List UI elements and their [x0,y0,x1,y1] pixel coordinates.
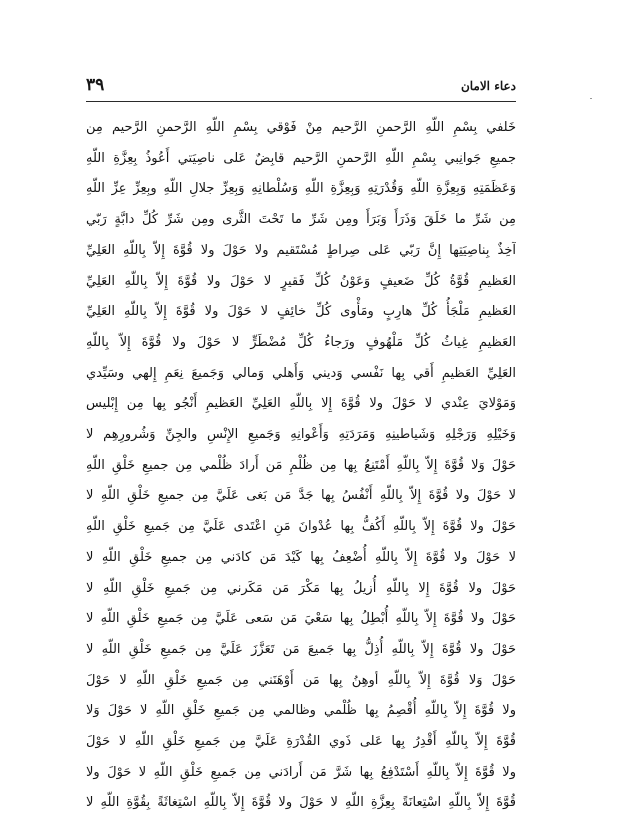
margin-mark [590,98,592,99]
text-line: قُوَّةَ إِلاّ بِاللّهِ أَقْدِرُ بِها عَلى ذَوي القُدْرَةِ عَلَيَّ مِن جَميعِ خَلْقِ اللّهِ لا حَوْلَ [86,734,516,749]
text-line: لا حَوْلَ ولا قُوَّةَ إِلاّ بِاللّهِ أُضْعِفُ بِها كَيْدَ مَن كادَني مِن جميعِ خَلْقِ اللّهِ لا [86,549,516,565]
text-line: حَوْلَ ولا قُوَّةَ إِلاّ بِاللّهِ أُذِلُّ بِها جَميعَ مَن تَعَزَّزَ عَلَيَّ مِن جَميعِ خَلْقِ اللّهِ لا [86,641,516,657]
text-line: حَوْلَ وَلا قُوَّةَ إِلاّ بِاللّهِ أَمْتَنِعُ بِها مِن ظُلْمِ مَن أَرادَ ظُلْمي مِن جميعِ خَلْقِ اللّهِ [86,457,516,473]
text-line: العَظيمِ غِياثُ كُلِّ مَلْهُوفٍ ورَجاءُ كُلِّ مُضْطَرٍّ لا حَوْلَ ولا قُوَّةَ إِلاّ بِاللّهِ [86,334,516,350]
text-line: جميعِ جَوانِبي بِسْمِ اللّهِ الرَّحمنِ الرَّحيم قابِضٌ عَلى ناصِيَتي أَعُوذُ بِعِزَّةِ اللّهِ [86,150,516,166]
page-header [86,72,516,100]
header-rule [86,101,516,102]
page-number: ٣٩ [86,75,105,95]
text-line: قُوَّةَ إِلاّ بِاللّهِ اسْتِعانَةً بِعِزَّةِ اللّهِ لا حَوْلَ ولا قُوَّةَ إِلاّ بِاللّهِ اسْتِغاثَةً بِقُوَّةِ اللّهِ لا [86,795,516,811]
text-line: لا حَوْلَ ولا قُوَّةَ إِلاّ بِاللّهِ أَنْفُسُ بِها جَدَّ مَن بَغى عَلَيَّ مِن جميعِ خَلْقِ اللّهِ لا [86,488,516,504]
text-line: حَوْلَ ولا قُوَّةَ إِلا بِاللّهِ أُزيلُ بِها مَكْرَ مَن مَكَرني مِن جَميعِ خَلْقِ اللّهِ لا [86,580,516,596]
text-line: العَلِيِّ العَظيمِ أَقي بِها نَفْسي وَديني وَأَهلي وَمالي وَجَميعَ نِعَمِ إِلهي وسَيِّدي [86,365,516,381]
text-line: ولا قُوَّةَ إِلاّ بِاللّهِ أُقْصِمُ بِها ظُلْمي وظالمي مِن جَميعِ خَلْقِ اللّهِ لا حَوْلَ وَلا [86,703,516,719]
body-text [86,113,516,823]
text-line: خَلفي بِسْمِ اللّهِ الرَّحمنِ الرَّحيم مِنْ فَوْقي بِسْمِ اللّهِ الرَّحمنِ الرَّحيم مِن [86,120,516,135]
text-line: وَمَوْلايَ عِنْدي لا حَوْلَ ولا قُوَّةَ إِلا بِاللّهِ العَلِيِّ العَظيمِ أَنْجُو بِها مِن إِبْليس [86,396,516,412]
text-line: آخِذٌ بِناصِيَتِها إِنَّ رَبّي عَلى صِراطٍ مُسْتَقيم ولا حَوْلَ ولا قُوَّةَ إِلاّ بِاللّهِ العَلِيِّ [86,242,516,258]
text-line: ولا قُوَّةَ إِلاّ بِاللّهِ أَسْتَدْفِعُ بِها شَرَّ مَن أَرادَني مِن جَميعِ خَلْقِ اللّهِ لا حَوْلَ ولا [86,764,516,780]
chapter-title: دعاء الامان [460,79,516,93]
text-line: حَوْلَ وَلا قُوَّةَ إِلاّ بِاللّهِ أوهِنُ بِها مَن أَوْهَنَني مِن جَميعِ خَلْقِ اللّهِ لا حَوْلَ [86,672,516,688]
text-line: حَوْلَ ولا قُوَّةَ إِلاّ بِاللّهِ أُبْطِلُ بِها سَعْيَ مَن سَعى عَلَيَّ مِن جَميعِ خَلْقِ اللّهِ لا [86,611,516,627]
text-line: العَظيمِ مَلْجَأُ كُلِّ هارِبٍ ومَأْوى كُلِّ خائِفٍ لا حَوْلَ ولا قُوَّةَ إِلاّ بِاللّهِ العَلِيِّ [86,304,516,320]
text-line: وَخَيْلِهِ وَرَجْلِهِ وَشَياطينِهِ وَمَرَدَتِهِ وَأَعْوانِهِ وَجَميعِ الإِنْسِ والجِنِّ وَشُرورِهِم لا [86,427,516,442]
text-line: حَوْلَ ولا قُوَّةَ إِلاّ بِاللّهِ أَكُفُّ بِها عُدْوانَ مَنِ اعْتَدى عَلَيَّ مِن جَميعِ خَلْقِ اللّهِ [86,519,516,535]
text-line: وَعَظَمَتِهِ وَبِعِزَّةِ اللّهِ وَقُدْرَتِهِ وَبِعِزَّةِ اللّهِ وَسُلْطانِهِ وَبِعِزِّ جلالِ اللّهِ وبِعِزِّ عِزِّ اللّهِ [86,181,516,197]
text-line: مِن شَرِّ ما خَلَقَ وَذَرَأَ وَبَرَأَ ومِن شَرِّ ما تَحْتَ الثَّرى ومِن شَرِّ كُلِّ دابَّةٍ رَبّي [86,212,516,228]
text-line: العَظيمِ قُوَّةُ كُلِّ ضَعيفٍ وَعَوْنُ كُلِّ فَقيرٍ لا حَوْلَ ولا قُوَّةَ إِلاّ بِاللّهِ العَلِيِّ [86,273,516,289]
